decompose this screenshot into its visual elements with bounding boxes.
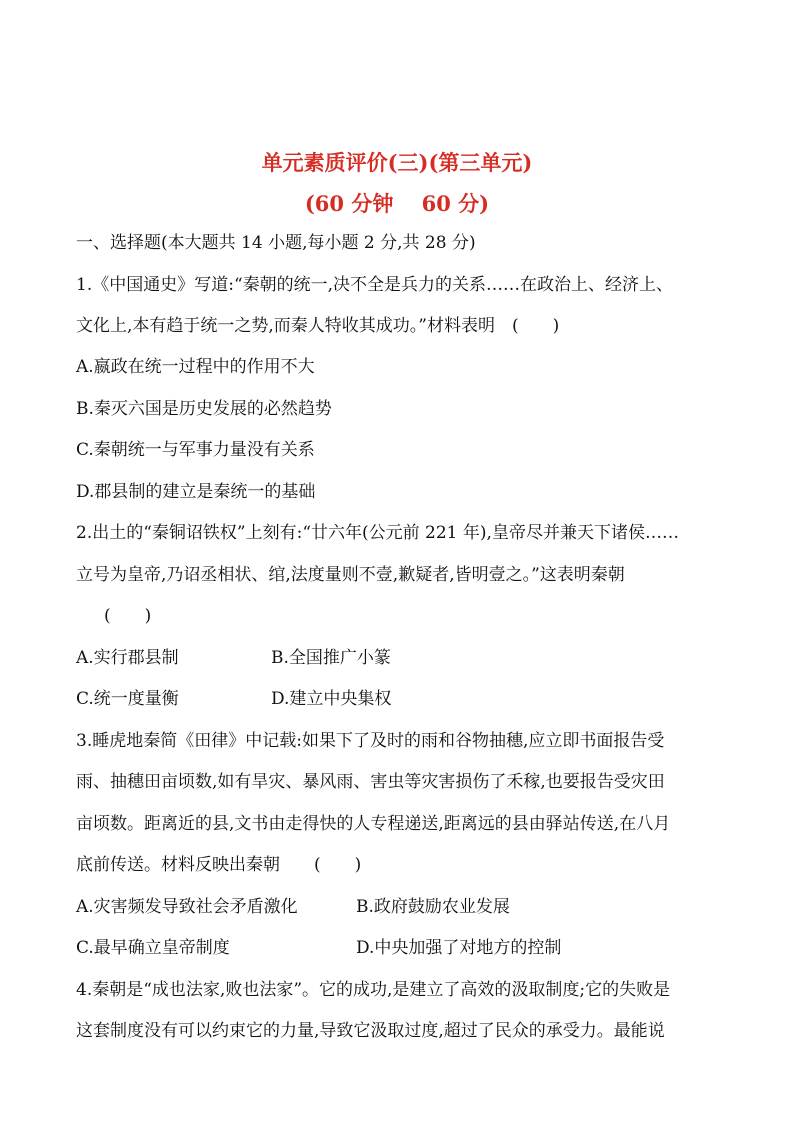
q2-option-a: A.实行郡县制 xyxy=(76,648,179,668)
q2-answer-blank: ( ) xyxy=(104,606,152,626)
q3-stem-line-1: 3.睡虎地秦简《田律》中记载:如果下了及时的雨和谷物抽穗,应立即书面报告受 xyxy=(76,731,665,751)
q3-option-a: A.灾害频发导致社会矛盾激化 xyxy=(76,897,298,917)
q2-option-c: C.统一度量衡 xyxy=(76,689,179,709)
q3-option-d: D.中央加强了对地方的控制 xyxy=(356,938,562,958)
q3-stem-line-3: 亩顷数。距离近的县,文书由走得快的人专程递送,距离远的县由驿站传送,在八月 xyxy=(76,814,671,834)
q1-stem-line-2: 文化上,本有趋于统一之势,而秦人特收其成功。”材料表明 ( ) xyxy=(76,316,560,336)
q1-option-b: B.秦灭六国是历史发展的必然趋势 xyxy=(76,399,332,419)
page-subtitle: (60 分钟 60 分) xyxy=(304,191,490,216)
q1-option-a: A.嬴政在统一过程中的作用不大 xyxy=(76,357,315,377)
section-heading: 一、选择题(本大题共 14 小题,每小题 2 分,共 28 分) xyxy=(76,233,476,253)
q3-option-c: C.最早确立皇帝制度 xyxy=(76,938,230,958)
q2-option-b: B.全国推广小篆 xyxy=(271,648,391,668)
q2-stem-line-1: 2.出土的“秦铜诏铁权”上刻有:“廿六年(公元前 221 年),皇帝尽并兼天下诸侯…… xyxy=(76,523,679,543)
q1-option-d: D.郡县制的建立是秦统一的基础 xyxy=(76,482,316,502)
q3-option-b: B.政府鼓励农业发展 xyxy=(356,897,510,917)
q1-option-c: C.秦朝统一与军事力量没有关系 xyxy=(76,440,315,460)
q2-stem-line-2: 立号为皇帝,乃诏丞相状、绾,法度量则不壹,歉疑者,皆明壹之。”这表明秦朝 xyxy=(76,565,625,585)
page-title: 单元素质评价(三)(第三单元) xyxy=(261,150,533,175)
q4-stem-line-2: 这套制度没有可以约束它的力量,导致它汲取过度,超过了民众的承受力。最能说 xyxy=(76,1021,665,1041)
q4-stem-line-1: 4.秦朝是“成也法家,败也法家”。它的成功,是建立了高效的汲取制度;它的失败是 xyxy=(76,980,671,1000)
q3-stem-line-4: 底前传送。材料反映出秦朝 ( ) xyxy=(76,855,362,875)
q3-stem-line-2: 雨、抽穗田亩顷数,如有旱灾、暴风雨、害虫等灾害损伤了禾稼,也要报告受灾田 xyxy=(76,772,665,792)
q2-option-d: D.建立中央集权 xyxy=(271,689,392,709)
q1-stem-line-1: 1.《中国通史》写道:“秦朝的统一,决不全是兵力的关系……在政治上、经济上、 xyxy=(76,275,674,295)
